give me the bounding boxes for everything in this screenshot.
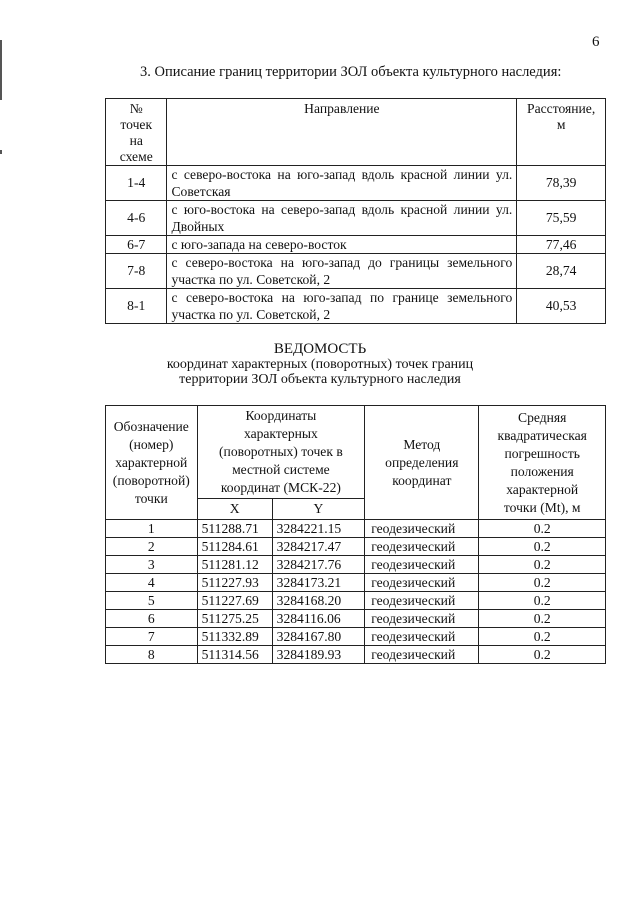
boundary-description-table xyxy=(105,98,606,324)
mean-error: 0.2 xyxy=(479,538,606,556)
section-title: 3. Описание границ территории ЗОЛ объекта культурного наследия: xyxy=(140,64,562,80)
method: геодезический xyxy=(365,520,479,538)
method: геодезический xyxy=(365,646,479,664)
table-row xyxy=(106,592,606,610)
direction-text: с северо-востока на юго-запад по границе земельного участка по ул. Советской, 2 xyxy=(167,289,517,324)
direction-text: с юго-запада на северо-восток xyxy=(167,236,517,254)
header-y: Y xyxy=(272,499,365,520)
table-row xyxy=(106,289,606,324)
mean-error: 0.2 xyxy=(479,574,606,592)
table-row xyxy=(106,646,606,664)
table-row xyxy=(106,166,606,201)
register-title xyxy=(0,342,640,387)
scan-edge-mark xyxy=(0,0,4,905)
point-pair: 7-8 xyxy=(106,254,167,289)
mean-error: 0.2 xyxy=(479,646,606,664)
coord-x: 511275.25 xyxy=(197,610,272,628)
method: геодезический xyxy=(365,574,479,592)
table-row xyxy=(106,254,606,289)
table-row xyxy=(106,628,606,646)
register-title-line: координат характерных (поворотных) точек границ xyxy=(166,357,474,372)
table-row xyxy=(106,556,606,574)
direction-text: с северо-востока на юго-запад до границы земельного участка по ул. Советской, 2 xyxy=(167,254,517,289)
point-number: 1 xyxy=(106,520,198,538)
header-coordinates: Координаты характерных (поворотных) точек в местной системе координат (МСК-22) xyxy=(197,406,365,499)
table-row xyxy=(106,538,606,556)
coordinates-table xyxy=(105,405,606,664)
mean-error: 0.2 xyxy=(479,556,606,574)
mean-error: 0.2 xyxy=(479,520,606,538)
table-row xyxy=(106,236,606,254)
point-pair: 4-6 xyxy=(106,201,167,236)
coord-y: 3284173.21 xyxy=(272,574,365,592)
coord-y: 3284221.15 xyxy=(272,520,365,538)
point-number: 5 xyxy=(106,592,198,610)
coord-x: 511288.71 xyxy=(197,520,272,538)
header-mean-error: Средняя квадратическая погрешность положения характерной точки (Mt), м xyxy=(479,406,606,520)
distance-value: 40,53 xyxy=(517,289,606,324)
coord-y: 3284189.93 xyxy=(272,646,365,664)
coord-y: 3284116.06 xyxy=(272,610,365,628)
header-distance: Расстояние, м xyxy=(517,99,606,166)
table-row xyxy=(106,610,606,628)
header-method: Метод определения координат xyxy=(365,406,479,520)
coord-x: 511284.61 xyxy=(197,538,272,556)
point-number: 2 xyxy=(106,538,198,556)
distance-value: 75,59 xyxy=(517,201,606,236)
table-header-row xyxy=(106,99,606,166)
direction-text: с юго-востока на северо-запад вдоль красной линии ул. Двойных xyxy=(167,201,517,236)
register-title-line: территории ЗОЛ объекта культурного наследия xyxy=(179,372,461,387)
point-number: 6 xyxy=(106,610,198,628)
coord-x: 511281.12 xyxy=(197,556,272,574)
coord-y: 3284168.20 xyxy=(272,592,365,610)
mean-error: 0.2 xyxy=(479,628,606,646)
point-pair: 6-7 xyxy=(106,236,167,254)
method: геодезический xyxy=(365,556,479,574)
distance-value: 78,39 xyxy=(517,166,606,201)
point-pair: 8-1 xyxy=(106,289,167,324)
header-direction: Направление xyxy=(167,99,517,166)
page-number: 6 xyxy=(592,34,600,50)
table-row xyxy=(106,201,606,236)
table-row xyxy=(106,574,606,592)
method: геодезический xyxy=(365,628,479,646)
table-row xyxy=(106,520,606,538)
coord-x: 511227.69 xyxy=(197,592,272,610)
method: геодезический xyxy=(365,592,479,610)
header-x: X xyxy=(197,499,272,520)
header-point-number: № точек на схеме xyxy=(106,99,167,166)
coord-y: 3284217.76 xyxy=(272,556,365,574)
header-designation: Обозначение (номер) характерной (поворотной) точки xyxy=(106,406,198,520)
coord-x: 511227.93 xyxy=(197,574,272,592)
point-number: 3 xyxy=(106,556,198,574)
coord-y: 3284217.47 xyxy=(272,538,365,556)
point-number: 7 xyxy=(106,628,198,646)
register-title-main: ВЕДОМОСТЬ xyxy=(273,341,367,357)
table-header-row xyxy=(106,406,606,499)
method: геодезический xyxy=(365,538,479,556)
mean-error: 0.2 xyxy=(479,592,606,610)
distance-value: 28,74 xyxy=(517,254,606,289)
direction-text: с северо-востока на юго-запад вдоль красной линии ул. Советская xyxy=(167,166,517,201)
coord-x: 511314.56 xyxy=(197,646,272,664)
coord-y: 3284167.80 xyxy=(272,628,365,646)
coord-x: 511332.89 xyxy=(197,628,272,646)
point-number: 8 xyxy=(106,646,198,664)
point-number: 4 xyxy=(106,574,198,592)
method: геодезический xyxy=(365,610,479,628)
distance-value: 77,46 xyxy=(517,236,606,254)
mean-error: 0.2 xyxy=(479,610,606,628)
point-pair: 1-4 xyxy=(106,166,167,201)
